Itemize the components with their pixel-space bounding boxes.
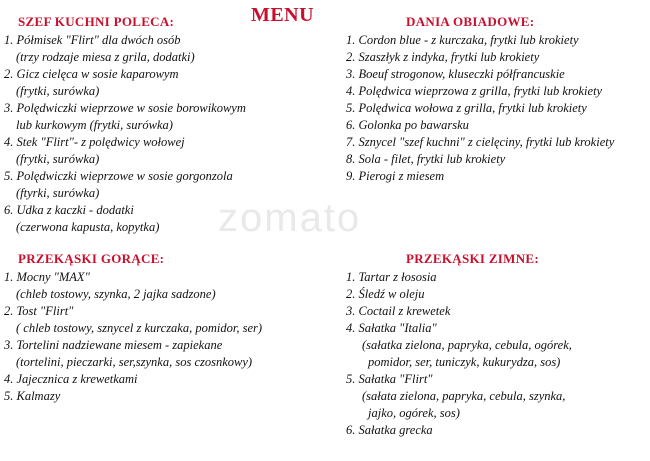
section-cold-appetizers bbox=[346, 250, 646, 439]
menu-item bbox=[346, 32, 646, 49]
menu-item-name: 4. Polędwica wieprzowa z grilla, frytki lub krokiety bbox=[346, 84, 603, 98]
menu-item bbox=[4, 202, 304, 236]
menu-item-name: 4. Jajecznica z krewetkami bbox=[4, 372, 138, 386]
menu-item bbox=[4, 371, 304, 388]
section-chef-recommends bbox=[4, 13, 304, 236]
menu-item bbox=[346, 168, 646, 185]
menu-item bbox=[346, 269, 646, 286]
menu-item-description: (sałata zielona, papryka, cebula, szynka, bbox=[362, 389, 566, 403]
menu-item-description: (frytki, surówka) bbox=[16, 84, 100, 98]
menu-item-name: 3. Polędwiczki wieprzowe w sosie borowikowym bbox=[4, 101, 246, 115]
menu-item bbox=[346, 117, 646, 134]
menu-item bbox=[346, 134, 646, 151]
menu-item-name: 6. Golonka po bawarsku bbox=[346, 118, 469, 132]
menu-item-name: 3. Tortelini nadziewane miesem - zapiekane bbox=[4, 338, 223, 352]
menu-item bbox=[346, 49, 646, 66]
menu-item-name: 5. Kalmazy bbox=[4, 389, 61, 403]
menu-item bbox=[346, 83, 646, 100]
section-heading: SZEF KUCHNI POLECA: bbox=[18, 14, 175, 29]
section-heading: PRZEKĄSKI GORĄCE: bbox=[18, 251, 165, 266]
menu-list bbox=[346, 32, 646, 185]
menu-item bbox=[346, 151, 646, 168]
menu-item-name: 2. Gicz cielęca w sosie kaparowym bbox=[4, 67, 179, 81]
menu-item bbox=[4, 32, 304, 66]
menu-item-description: (tortelini, pieczarki, ser,szynka, sos czosnkowy) bbox=[16, 355, 253, 369]
menu-item-description: (frytki, surówka) bbox=[16, 152, 100, 166]
menu-item-description: pomidor, ser, tuniczyk, kukurydza, sos) bbox=[368, 355, 561, 369]
menu-item-name: 8. Sola - filet, frytki lub krokiety bbox=[346, 152, 506, 166]
section-hot-appetizers bbox=[4, 250, 304, 405]
menu-item-description: (trzy rodzaje miesa z grila, dodatki) bbox=[16, 50, 195, 64]
menu-item-name: 9. Pierogi z miesem bbox=[346, 169, 445, 183]
menu-item-name: 2. Tost "Flirt" bbox=[4, 304, 74, 318]
menu-item-name: 5. Polędwiczki wieprzowe w sosie gorgonzola bbox=[4, 169, 233, 183]
menu-item-name: 1. Mocny "MAX" bbox=[4, 270, 90, 284]
menu-item-name: 5. Polędwica wołowa z grilla, frytki lub krokiety bbox=[346, 101, 587, 115]
menu-item-name: 2. Szaszłyk z indyka, frytki lub krokiety bbox=[346, 50, 540, 64]
section-lunch-dishes bbox=[346, 13, 646, 185]
menu-item bbox=[346, 303, 646, 320]
menu-item-name: 1. Tartar z łososia bbox=[346, 270, 437, 284]
menu-list bbox=[4, 269, 304, 405]
watermark-logo: zomato bbox=[218, 196, 362, 240]
menu-item-name: 1. Cordon blue - z kurczaka, frytki lub krokiety bbox=[346, 33, 579, 47]
menu-item bbox=[4, 269, 304, 303]
menu-item bbox=[4, 388, 304, 405]
menu-item bbox=[346, 371, 646, 422]
menu-item-name: 4. Stek "Flirt"- z polędwicy wołowej bbox=[4, 135, 185, 149]
menu-item-description: ( chleb tostowy, sznycel z kurczaka, pomidor, ser) bbox=[16, 321, 263, 335]
menu-item-name: 4. Sałatka "Italia" bbox=[346, 321, 437, 335]
menu-item-name: 7. Sznycel "szef kuchni" z cielęciny, frytki lub krokiety bbox=[346, 135, 615, 149]
menu-item-name: 6. Udka z kaczki - dodatki bbox=[4, 203, 134, 217]
menu-item bbox=[4, 100, 304, 134]
menu-item-description: (sałatka zielona, papryka, cebula, ogórek, bbox=[362, 338, 572, 352]
menu-list bbox=[4, 32, 304, 236]
menu-item bbox=[346, 320, 646, 371]
section-heading: DANIA OBIADOWE: bbox=[406, 14, 535, 29]
menu-item bbox=[346, 100, 646, 117]
menu-item bbox=[346, 286, 646, 303]
menu-item bbox=[4, 337, 304, 371]
menu-item bbox=[346, 66, 646, 83]
menu-item bbox=[4, 66, 304, 100]
menu-item bbox=[4, 168, 304, 202]
menu-item-name: 5. Sałatka "Flirt" bbox=[346, 372, 433, 386]
menu-item-name: 1. Półmisek "Flirt" dla dwóch osób bbox=[4, 33, 181, 47]
menu-item-description: (chleb tostowy, szynka, 2 jajka sadzone) bbox=[16, 287, 216, 301]
menu-title: MENU bbox=[250, 4, 315, 26]
menu-item-description: (ftyrki, surówka) bbox=[16, 186, 100, 200]
menu-item-description: (czerwona kapusta, kopytka) bbox=[16, 220, 160, 234]
section-heading: PRZEKĄSKI ZIMNE: bbox=[406, 251, 540, 266]
menu-item bbox=[4, 303, 304, 337]
menu-item-description: jajko, ogórek, sos) bbox=[368, 406, 460, 420]
menu-item-name: 3. Coctail z krewetek bbox=[346, 304, 451, 318]
menu-item-name: 2. Śledź w oleju bbox=[346, 287, 425, 301]
menu-item bbox=[4, 134, 304, 168]
menu-item-description: lub kurkowym (frytki, surówka) bbox=[16, 118, 173, 132]
menu-list bbox=[346, 269, 646, 439]
menu-item bbox=[346, 422, 646, 439]
menu-item-name: 6. Sałatka grecka bbox=[346, 423, 433, 437]
menu-item-name: 3. Boeuf strogonow, kluseczki półfrancuskie bbox=[346, 67, 565, 81]
